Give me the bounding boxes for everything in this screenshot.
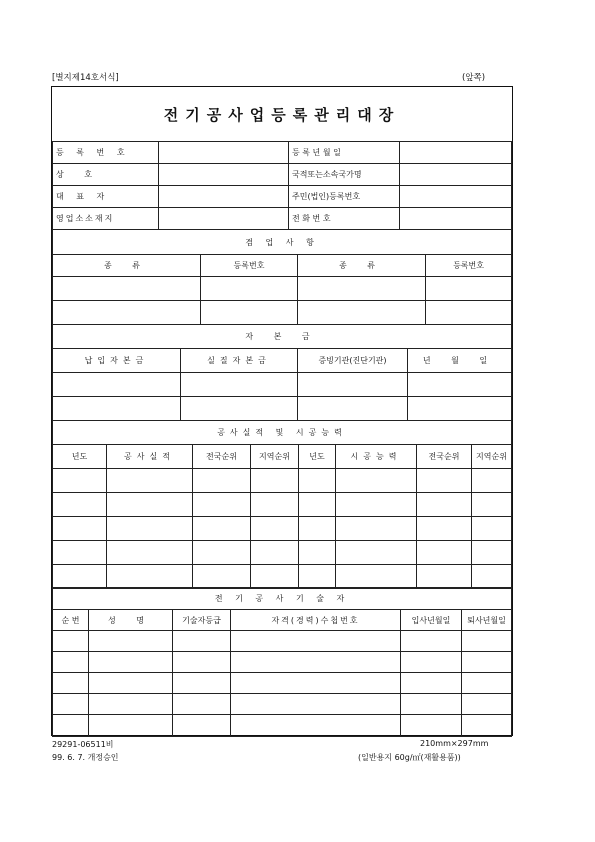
paper-spec: (일반용지 60g/㎡(재활용품)): [358, 753, 461, 762]
cell[interactable]: [53, 517, 107, 541]
cell[interactable]: [251, 541, 299, 565]
cell[interactable]: [472, 517, 512, 541]
cell[interactable]: [401, 673, 462, 694]
cell[interactable]: [53, 541, 107, 565]
nationality-label: 국적또는소속국가명: [289, 164, 400, 186]
cell[interactable]: [53, 652, 89, 673]
representative-label: 대 표 자: [53, 186, 159, 208]
concurrent-section-title: 겸 업 사 항: [53, 230, 512, 255]
capital-col-real: 실질자본금: [181, 349, 298, 373]
table-row: [53, 373, 512, 397]
cell[interactable]: [193, 541, 251, 565]
approval-date: 99. 6. 7. 개정승인: [52, 753, 119, 762]
engineers-table: [52, 587, 512, 737]
id-no-label: 주민(법인)등록번호: [289, 186, 400, 208]
eng-col-no: 순 번: [53, 610, 89, 631]
cell[interactable]: [472, 469, 512, 493]
cell[interactable]: [53, 301, 201, 325]
cell[interactable]: [472, 565, 512, 589]
cell[interactable]: [53, 373, 181, 397]
cell[interactable]: [201, 277, 298, 301]
concurrent-col-regno2: 등록번호: [426, 255, 512, 277]
form-number: [별지제14호서식]: [52, 73, 119, 83]
cell[interactable]: [231, 631, 401, 652]
eng-col-cert: 자격(경력)수첩번호: [231, 610, 401, 631]
concurrent-col-regno: 등록번호: [201, 255, 298, 277]
cell[interactable]: [417, 565, 472, 589]
table-row: [53, 397, 512, 421]
cell[interactable]: [107, 517, 193, 541]
cell[interactable]: [89, 631, 173, 652]
cell[interactable]: [53, 469, 107, 493]
cell[interactable]: [201, 301, 298, 325]
nationality-cell[interactable]: [400, 164, 512, 186]
cell[interactable]: [53, 715, 89, 737]
cell[interactable]: [53, 631, 89, 652]
cell[interactable]: [107, 541, 193, 565]
table-row: [53, 652, 512, 673]
concurrent-col-type: 종 류: [53, 255, 201, 277]
cell[interactable]: [181, 373, 298, 397]
cell[interactable]: [173, 715, 231, 737]
perf-col-reg: 지역순위: [251, 445, 299, 469]
cell[interactable]: [107, 565, 193, 589]
cell[interactable]: [89, 694, 173, 715]
cell[interactable]: [417, 517, 472, 541]
cell[interactable]: [251, 469, 299, 493]
cell[interactable]: [107, 469, 193, 493]
cell[interactable]: [401, 715, 462, 737]
address-label: 영업소소재지: [53, 208, 159, 230]
table-row: [53, 301, 512, 325]
phone-label: 전 화 번 호: [289, 208, 400, 230]
cell[interactable]: [53, 277, 201, 301]
table-row: [53, 493, 512, 517]
cell[interactable]: [472, 493, 512, 517]
cell[interactable]: [299, 469, 336, 493]
cell[interactable]: [426, 277, 512, 301]
concurrent-business-table: [52, 229, 512, 325]
perf-col-reg2: 지역순위: [472, 445, 512, 469]
paper-size: 210mm×297mm: [420, 739, 489, 748]
perf-col-year2: 년도: [299, 445, 336, 469]
form-title: 전기공사업등록관리대장: [163, 105, 401, 124]
cell[interactable]: [336, 517, 417, 541]
cell[interactable]: [193, 517, 251, 541]
perf-col-year: 년도: [53, 445, 107, 469]
cell[interactable]: [299, 565, 336, 589]
cell[interactable]: [53, 565, 107, 589]
cell[interactable]: [173, 673, 231, 694]
cell[interactable]: [193, 469, 251, 493]
engineers-section-title: 전 기 공 사 기 술 자: [53, 588, 512, 610]
cell[interactable]: [336, 565, 417, 589]
concurrent-col-type2: 종 류: [298, 255, 426, 277]
eng-col-join: 입사년월일: [401, 610, 462, 631]
eng-col-grade: 기술자등급: [173, 610, 231, 631]
perf-col-cap: 시공능력: [336, 445, 417, 469]
address-cell[interactable]: [159, 208, 289, 230]
cell[interactable]: [53, 673, 89, 694]
cell[interactable]: [251, 565, 299, 589]
cell[interactable]: [298, 397, 408, 421]
cell[interactable]: [53, 397, 181, 421]
cell[interactable]: [299, 493, 336, 517]
cell[interactable]: [89, 673, 173, 694]
cell[interactable]: [251, 493, 299, 517]
cell[interactable]: [401, 694, 462, 715]
cell[interactable]: [417, 469, 472, 493]
trade-name-cell[interactable]: [159, 164, 289, 186]
perf-col-nat2: 전국순위: [417, 445, 472, 469]
cell[interactable]: [173, 652, 231, 673]
cell[interactable]: [173, 694, 231, 715]
trade-name-label: 상 호: [53, 164, 159, 186]
capital-table: [52, 324, 512, 421]
cell[interactable]: [462, 715, 512, 737]
capital-col-paid: 납입자본금: [53, 349, 181, 373]
cell[interactable]: [231, 673, 401, 694]
table-row: [53, 715, 512, 737]
reg-date-cell[interactable]: [400, 142, 512, 164]
cell[interactable]: [298, 373, 408, 397]
cell[interactable]: [173, 631, 231, 652]
cell[interactable]: [462, 631, 512, 652]
reg-date-label: 등 록 년 월 일: [289, 142, 400, 164]
cell[interactable]: [299, 541, 336, 565]
cell[interactable]: [231, 694, 401, 715]
cell[interactable]: [181, 397, 298, 421]
cell[interactable]: [89, 652, 173, 673]
cell[interactable]: [336, 493, 417, 517]
cell[interactable]: [401, 652, 462, 673]
cell[interactable]: [193, 565, 251, 589]
cell[interactable]: [426, 301, 512, 325]
eng-col-leave: 퇴사년월일: [462, 610, 512, 631]
cell[interactable]: [462, 673, 512, 694]
capital-col-date: 년 월 일: [408, 349, 512, 373]
cell[interactable]: [417, 541, 472, 565]
reg-no-cell[interactable]: [159, 142, 289, 164]
cell[interactable]: [417, 493, 472, 517]
register-form: [51, 86, 513, 736]
basic-info-table: [52, 141, 512, 230]
table-row: [53, 469, 512, 493]
table-row: [53, 541, 512, 565]
table-row: [53, 694, 512, 715]
cell[interactable]: [299, 517, 336, 541]
cell[interactable]: [251, 517, 299, 541]
table-row: [53, 631, 512, 652]
capital-section-title: 자 본 금: [53, 325, 512, 349]
eng-col-name: 성 명: [89, 610, 173, 631]
cell[interactable]: [472, 541, 512, 565]
phone-cell[interactable]: [400, 208, 512, 230]
cell[interactable]: [107, 493, 193, 517]
page-side-label: (앞쪽): [462, 73, 486, 83]
table-row: [53, 517, 512, 541]
cell[interactable]: [408, 397, 512, 421]
representative-cell[interactable]: [159, 186, 289, 208]
cell[interactable]: [401, 631, 462, 652]
id-no-cell[interactable]: [400, 186, 512, 208]
cell[interactable]: [53, 694, 89, 715]
cell[interactable]: [231, 715, 401, 737]
reg-no-label: 등 록 번 호: [53, 142, 159, 164]
cell[interactable]: [408, 373, 512, 397]
table-row: [53, 277, 512, 301]
table-row: [53, 565, 512, 589]
perf-col-result: 공사실적: [107, 445, 193, 469]
cell[interactable]: [298, 301, 426, 325]
cell[interactable]: [298, 277, 426, 301]
cell[interactable]: [462, 652, 512, 673]
performance-table: [52, 420, 512, 589]
form-code: 29291-06511비: [52, 740, 114, 749]
cell[interactable]: [336, 469, 417, 493]
cell[interactable]: [89, 715, 173, 737]
cell[interactable]: [193, 493, 251, 517]
cell[interactable]: [231, 652, 401, 673]
cell[interactable]: [53, 493, 107, 517]
perf-col-nat: 전국순위: [193, 445, 251, 469]
performance-section-title: 공사실적 및 시공능력: [53, 421, 512, 445]
cell[interactable]: [336, 541, 417, 565]
cell[interactable]: [462, 694, 512, 715]
table-row: [53, 673, 512, 694]
capital-col-cert: 증빙기관(진단기관): [298, 349, 408, 373]
